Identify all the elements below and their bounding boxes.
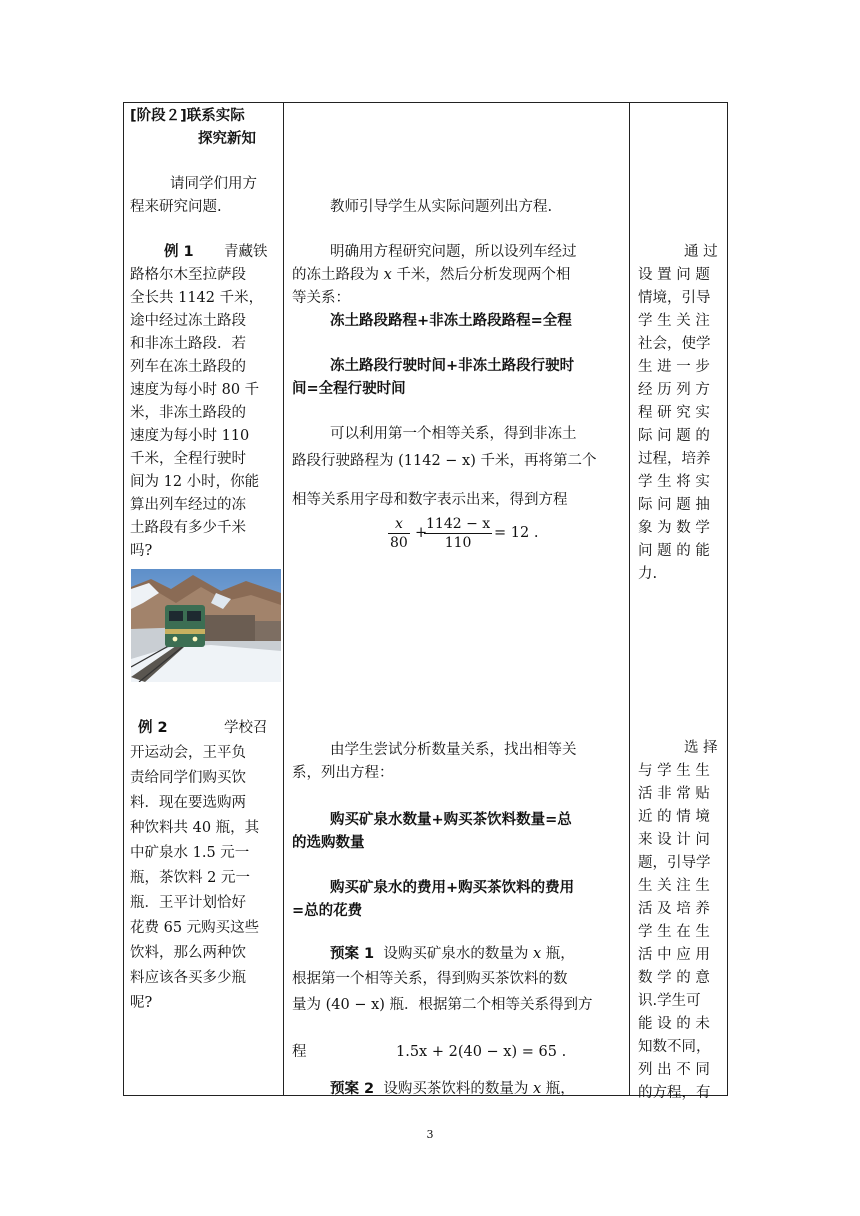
page-number: 3 bbox=[426, 1128, 434, 1141]
example-1-line: 速度为每小时 80 千 bbox=[130, 382, 260, 398]
example-1-line: 全长共 1142 千米， bbox=[130, 290, 264, 306]
relation-2: 冻土路段行驶时间+非冻土路段行驶时 bbox=[330, 358, 575, 374]
guide-text: 教师引导学生从实际问题列出方程. bbox=[330, 199, 553, 215]
stage-subtitle: 探究新知 bbox=[198, 131, 256, 147]
design-note-2-line: 来 设 计 问 bbox=[638, 832, 710, 848]
train-photo bbox=[131, 569, 281, 682]
design-note-2-line: 活 中 应 用 bbox=[638, 947, 710, 963]
example-1-label: 例 1 bbox=[164, 244, 194, 260]
example-2-line: 料．现在要选购两 bbox=[130, 795, 246, 811]
design-note-line: 学 生 将 实 bbox=[638, 474, 710, 490]
analysis-line: 等关系： bbox=[292, 290, 350, 306]
design-note-2-line: 选 择 bbox=[684, 740, 718, 756]
equation-1-rhs: = 12 . bbox=[494, 525, 539, 541]
lesson-table bbox=[123, 102, 728, 1101]
analysis-2-line: 由学生尝试分析数量关系，找出相等关 bbox=[330, 742, 577, 758]
example-1-line: 途中经过冻土路段 bbox=[130, 313, 246, 329]
right-column bbox=[630, 103, 729, 1101]
analysis-line: 明确用方程研究问题，所以设列车经过 bbox=[330, 244, 577, 260]
example-2-line: 中矿泉水 1.5 元一 bbox=[130, 845, 250, 861]
equation-1-fraction: $\frac{x}{80}$ bbox=[390, 516, 408, 551]
design-note-2-line: 的方程，有 bbox=[638, 1085, 711, 1101]
relation-2: 间=全程行驶时间 bbox=[292, 381, 406, 397]
equation-2: 1.5x + 2(40 − x) = 65 . bbox=[396, 1044, 567, 1060]
relation-3: 的选购数量 bbox=[292, 835, 365, 851]
example-1-line: 路格尔木至拉萨段 bbox=[130, 267, 246, 283]
example-1-line: 吗? bbox=[130, 543, 153, 559]
design-note-2-line: 数 学 的 意 bbox=[638, 970, 710, 986]
design-note-2-line: 活 及 培 养 bbox=[638, 901, 710, 917]
middle-column bbox=[284, 103, 629, 1095]
relation-4: =总的花费 bbox=[292, 903, 363, 919]
intro-line: 请同学们用方 bbox=[170, 176, 257, 192]
equation-1-plus: + bbox=[415, 525, 428, 541]
plan-1-line: 预案 1 设购买矿泉水的数量为 x 瓶， bbox=[330, 946, 575, 962]
example-2-line: 呢? bbox=[130, 995, 153, 1011]
plan-1-line: 根据第一个相等关系，得到购买茶饮料的数 bbox=[292, 971, 568, 987]
design-note-line: 力. bbox=[638, 566, 658, 582]
equation-1-fraction: $\frac{1142 - x}{110}$ bbox=[426, 516, 491, 551]
example-1-line: 米，非冻土路段的 bbox=[130, 405, 246, 421]
left-column bbox=[124, 103, 283, 1095]
design-note-line: 通 过 bbox=[684, 244, 718, 260]
design-note-line: 学 生 关 注 bbox=[638, 313, 710, 329]
analysis-2-line: 系，列出方程： bbox=[292, 765, 394, 781]
example-1-line: 和非冻土路段．若 bbox=[130, 336, 246, 352]
example-1-line: 速度为每小时 110 bbox=[130, 428, 250, 444]
design-note-2-line: 题，引导学 bbox=[638, 855, 711, 871]
example-2-line: 饮料，那么两种饮 bbox=[130, 945, 246, 961]
solution-line: 相等关系用字母和数字表示出来，得到方程 bbox=[292, 492, 568, 508]
relation-3: 购买矿泉水数量+购买茶饮料数量=总 bbox=[330, 812, 572, 828]
design-note-2-line: 活 非 常 贴 bbox=[638, 786, 710, 802]
example-2-line: 种饮料共 40 瓶，其 bbox=[130, 820, 260, 836]
example-2-line: 花费 65 元购买这些 bbox=[130, 920, 260, 936]
design-note-line: 际 问 题 抽 bbox=[638, 497, 710, 513]
relation-4: 购买矿泉水的费用+购买茶饮料的费用 bbox=[330, 880, 575, 896]
design-note-line: 象 为 数 学 bbox=[638, 520, 710, 536]
design-note-2-line: 与 学 生 生 bbox=[638, 763, 710, 779]
analysis-line: 的冻土路段为 x 千米，然后分析发现两个相 bbox=[292, 267, 571, 283]
relation-1: 冻土路段路程+非冻土路段路程=全程 bbox=[330, 313, 572, 329]
example-2-line: 学校召 bbox=[224, 720, 268, 736]
example-1-line: 土路段有多少千米 bbox=[130, 520, 246, 536]
design-note-2-line: 知数不同， bbox=[638, 1039, 711, 1055]
example-2-line: 料应该各买多少瓶 bbox=[130, 970, 246, 986]
example-2-line: 瓶．王平计划恰好 bbox=[130, 895, 246, 911]
solution-line: 可以利用第一个相等关系，得到非冻土 bbox=[330, 426, 577, 442]
example-2-line: 责给同学们购买饮 bbox=[130, 770, 246, 786]
example-2-label: 例 2 bbox=[138, 720, 168, 736]
design-note-line: 设 置 问 题 bbox=[638, 267, 710, 283]
example-1-line: 间为 12 小时，你能 bbox=[130, 474, 260, 490]
stage-title: [阶段２]联系实际 bbox=[130, 108, 245, 124]
design-note-2-line: 列 出 不 同 bbox=[638, 1062, 710, 1078]
design-note-line: 情境，引导 bbox=[638, 290, 711, 306]
example-2-line: 开运动会，王平负 bbox=[130, 745, 246, 761]
example-1-line: 列车在冻土路段的 bbox=[130, 359, 246, 375]
design-note-line: 程 研 究 实 bbox=[638, 405, 710, 421]
example-1-line: 算出列车经过的冻 bbox=[130, 497, 246, 513]
plan-2-line: 预案 2 设购买茶饮料的数量为 x 瓶， bbox=[330, 1081, 575, 1097]
design-note-line: 问 题 的 能 bbox=[638, 543, 710, 559]
example-1-line: 青藏铁 bbox=[224, 244, 268, 260]
design-note-2-line: 学 生 在 生 bbox=[638, 924, 710, 940]
design-note-line: 生 进 一 步 bbox=[638, 359, 710, 375]
plan-1-line: 程 bbox=[292, 1044, 307, 1060]
intro-line: 程来研究问题. bbox=[130, 199, 222, 215]
example-1-line: 千米，全程行驶时 bbox=[130, 451, 246, 467]
plan-1-line: 量为 (40 − x) 瓶．根据第二个相等关系得到方 bbox=[292, 997, 593, 1013]
design-note-2-line: 近 的 情 境 bbox=[638, 809, 710, 825]
solution-line: 路段行驶路程为 (1142 − x) 千米，再将第二个 bbox=[292, 453, 597, 469]
design-note-line: 际 问 题 的 bbox=[638, 428, 710, 444]
design-note-line: 过程，培养 bbox=[638, 451, 711, 467]
design-note-2-line: 能 设 的 未 bbox=[638, 1016, 710, 1032]
design-note-2-line: 识.学生可 bbox=[638, 993, 701, 1009]
design-note-line: 经 历 列 方 bbox=[638, 382, 710, 398]
design-note-2-line: 生 关 注 生 bbox=[638, 878, 710, 894]
example-2-line: 瓶，茶饮料 2 元一 bbox=[130, 870, 250, 886]
design-note-line: 社会，使学 bbox=[638, 336, 711, 352]
